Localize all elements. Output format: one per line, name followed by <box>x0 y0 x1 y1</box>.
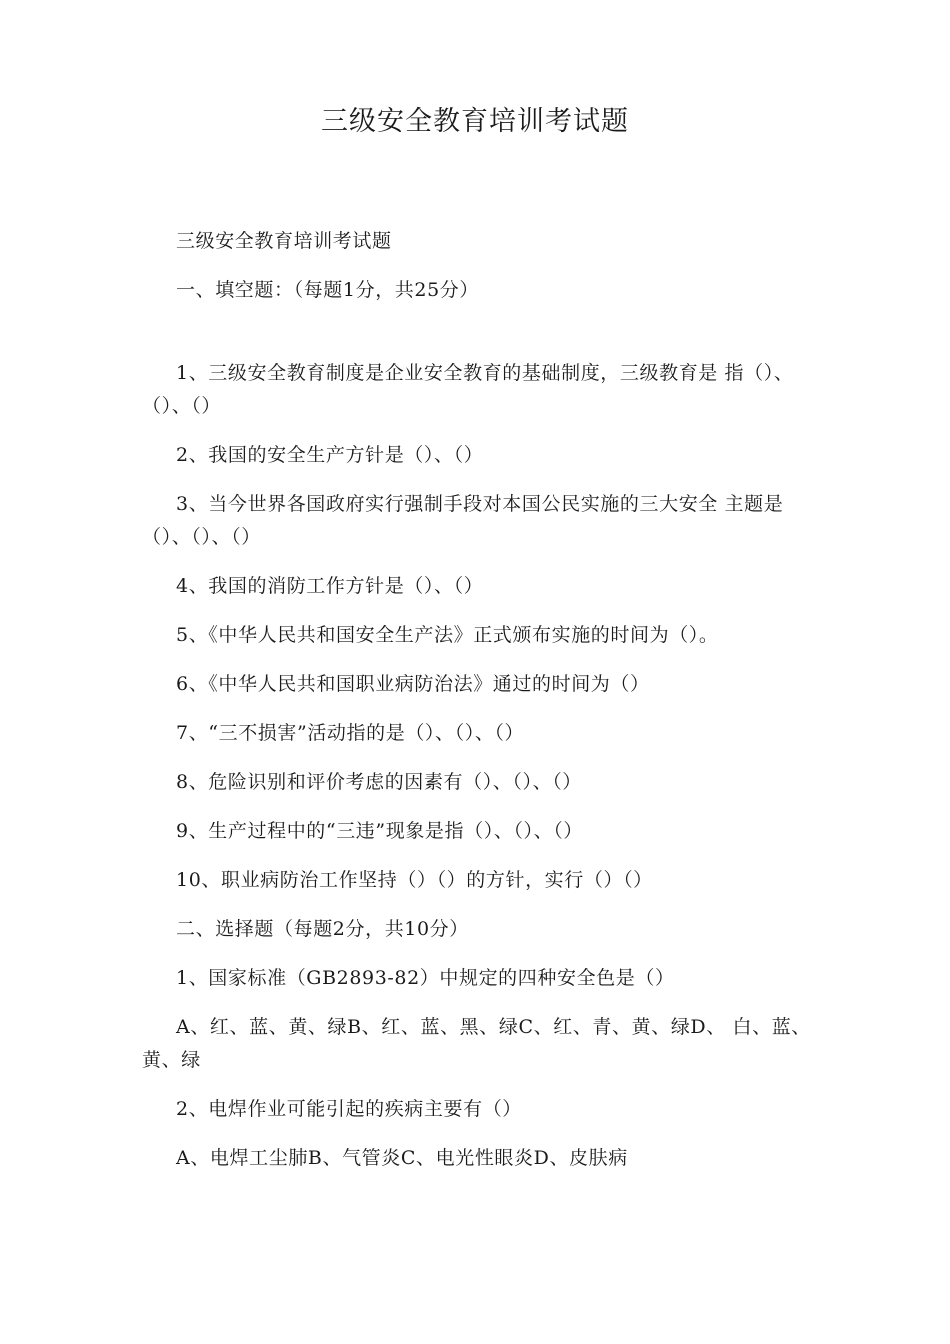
page-title: 三级安全教育培训考试题 <box>321 106 629 137</box>
section-heading-fill-in: 一、填空题：（每题1分，共25分） <box>176 279 479 301</box>
question-item: 4、我国的消防工作方针是（）、（） <box>176 575 484 597</box>
question-item: 1、国家标准（GB2893-82）中规定的四种安全色是（） <box>176 967 675 989</box>
document-body <box>142 225 832 1175</box>
question-item: 2、电焊作业可能引起的疾病主要有（） <box>176 1098 522 1120</box>
answer-options: A、红、蓝、黄、绿B、红、蓝、黑、绿C、红、青、黄、绿D、 白、蓝、黄、绿 <box>142 1016 811 1071</box>
question-item: 8、危险识别和评价考虑的因素有（）、（）、（） <box>176 771 582 793</box>
answer-options: A、电焊工尘肺B、气管炎C、电光性眼炎D、皮肤病 <box>176 1147 628 1169</box>
question-item: 1、三级安全教育制度是企业安全教育的基础制度，三级教育是 指（）、（）、（） <box>142 362 794 417</box>
question-item: 5、《中华人民共和国安全生产法》正式颁布实施的时间为（）。 <box>176 624 719 646</box>
question-item: 9、生产过程中的“三违”现象是指（）、（）、（） <box>176 820 583 842</box>
question-item: 10、职业病防治工作坚持（）（）的方针，实行（）（） <box>176 869 653 891</box>
question-item: 2、我国的安全生产方针是（）、（） <box>176 444 484 466</box>
document-subtitle: 三级安全教育培训考试题 <box>176 230 392 252</box>
question-item: 7、“三不损害”活动指的是（）、（）、（） <box>176 722 525 744</box>
question-item: 3、当今世界各国政府实行强制手段对本国公民实施的三大安全 主题是（）、（）、（） <box>142 493 784 548</box>
section-heading-choice: 二、选择题（每题2分，共10分） <box>176 918 469 940</box>
question-item: 6、《中华人民共和国职业病防治法》通过的时间为（） <box>176 673 650 695</box>
